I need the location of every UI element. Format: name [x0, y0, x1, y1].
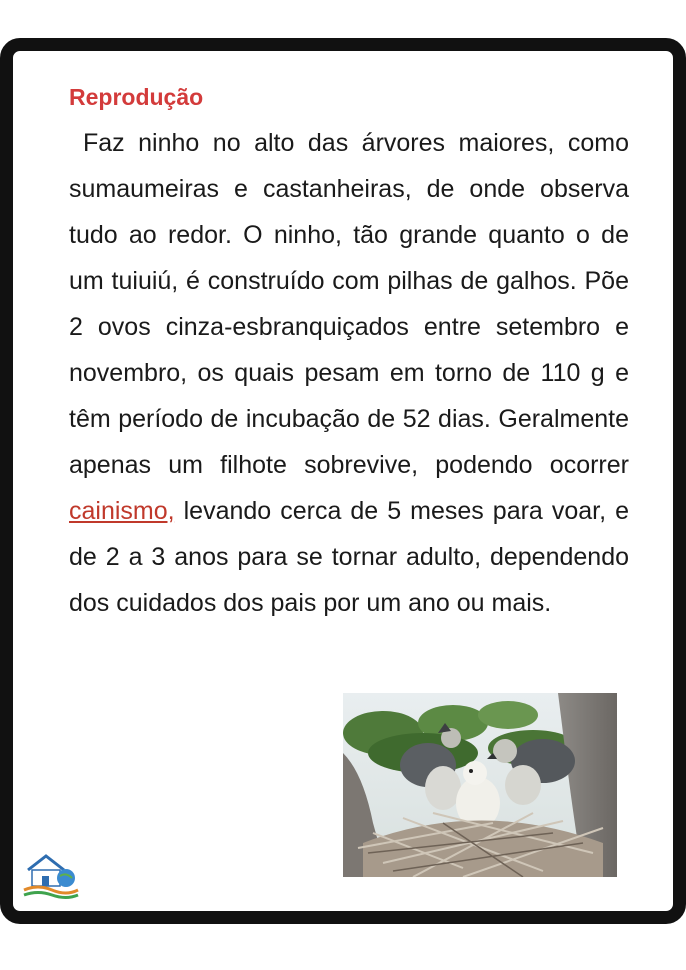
paragraph-text-end: levando cerca de 5 meses para voar, e de 2 a 3 anos para se tornar adulto, dependendo dos cuidados dos pais por um ano ou mais. [69, 497, 629, 617]
house-globe-logo [22, 848, 80, 900]
harpy-eagle-nest-photo [343, 693, 617, 877]
section-title: Reprodução [69, 84, 204, 110]
paragraph-text-start: Faz ninho no alto das árvores maiores, como sumaumeiras e castanheiras, de onde observa tudo ao redor. O ninho, tão grande quanto o de um tuiuiú, é construído com pilhas de galhos. Põe 2 ovos cinza-esbranquiçados entre setembro e novembro, os quais pesam em torno de 110 g e têm período de incubação de 52 dias. Geralmente apenas um filhote sobrevive, podendo ocorrer [69, 129, 629, 479]
section-paragraph [69, 120, 629, 626]
cainismo-link[interactable]: cainismo, [69, 497, 175, 525]
